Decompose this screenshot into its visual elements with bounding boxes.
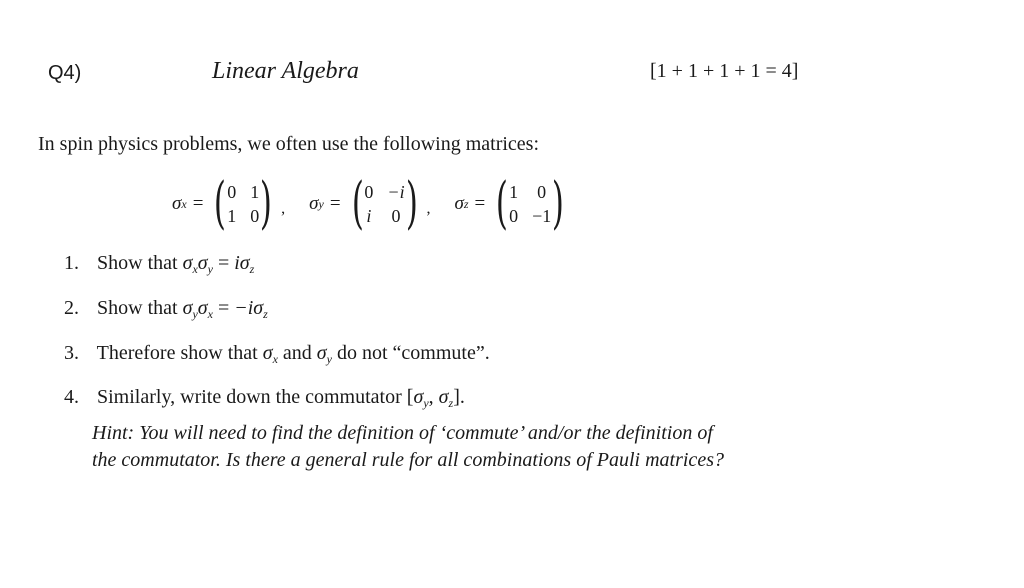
matrix-cell: 1 [227, 205, 237, 226]
item-number: 1. [64, 252, 79, 274]
intro-text: In spin physics problems, we often use the following matrices: [38, 133, 540, 155]
item-text: Show that [97, 252, 178, 274]
math-subscript: z [448, 396, 454, 410]
math-symbol: σ [182, 297, 193, 319]
question-number: Q4) [48, 62, 82, 84]
matrix-grid [227, 180, 259, 228]
math-subscript: y [326, 352, 332, 366]
math-symbol: iσ [234, 252, 250, 274]
matrix-cell: 0 [509, 205, 519, 226]
separator-comma: , [281, 200, 286, 217]
matrix-cell: −1 [532, 205, 552, 226]
list-item [64, 342, 490, 367]
math-symbol: σ [316, 342, 327, 364]
pauli-matrices [172, 171, 569, 236]
equals-sign: = [329, 193, 341, 214]
matrix-sigma-y [309, 171, 454, 236]
hint-line-2: the commutator. Is there a general rule for all combinations of Pauli matrices? [92, 449, 724, 471]
right-paren: ) [552, 171, 565, 236]
math-symbol: σ [413, 386, 424, 408]
matrix-cell: 0 [227, 181, 237, 202]
matrix-subscript: y [318, 196, 324, 211]
math-operator: = [212, 252, 235, 274]
matrix-symbol: σ [172, 193, 182, 214]
right-paren: ) [260, 171, 273, 236]
item-text: do not “commute”. [336, 342, 490, 364]
item-text: and [282, 342, 312, 364]
left-paren: ( [351, 171, 364, 236]
matrix-cell: 0 [364, 181, 374, 202]
matrix-symbol: σ [309, 193, 319, 214]
hint-line-1: Hint: You will need to find the definition of ‘commute’ and/or the definition of [92, 422, 713, 444]
equals-sign: = [192, 193, 204, 214]
item-text: Similarly, write down the commutator [97, 386, 402, 408]
item-text: Show that [97, 297, 178, 319]
matrix-cell: 1 [509, 181, 519, 202]
list-item [64, 297, 268, 322]
math-subscript: y [423, 396, 429, 410]
matrix-sigma-x [172, 171, 309, 236]
math-symbol: σ [182, 252, 193, 274]
math-symbol: σ [262, 342, 273, 364]
matrix-subscript: x [181, 196, 187, 211]
matrix-cell: 0 [537, 181, 547, 202]
matrix-cell: 0 [250, 205, 260, 226]
left-paren: ( [214, 171, 227, 236]
matrix-cell: i [366, 205, 372, 226]
list-item [64, 252, 254, 277]
question-title: Linear Algebra [212, 58, 359, 84]
math-symbol: σ [197, 297, 208, 319]
math-separator: , [428, 386, 439, 408]
math-subscript: z [249, 262, 255, 276]
math-subscript: y [207, 262, 213, 276]
item-number: 3. [64, 342, 79, 364]
math-symbol: −iσ [234, 297, 264, 319]
math-subscript: y [192, 307, 198, 321]
math-subscript: x [207, 307, 213, 321]
item-number: 2. [64, 297, 79, 319]
math-subscript: x [272, 352, 278, 366]
matrix-cell: 1 [250, 181, 260, 202]
math-operator: = [212, 297, 235, 319]
math-bracket: ]. [453, 386, 465, 408]
math-symbol: σ [197, 252, 208, 274]
marks-allocation: [1 + 1 + 1 + 1 = 4] [650, 60, 799, 82]
matrix-sigma-z [454, 171, 569, 236]
right-paren: ) [405, 171, 418, 236]
list-item [64, 386, 465, 411]
math-symbol: σ [438, 386, 449, 408]
matrix-cell: 0 [391, 205, 401, 226]
math-subscript: z [263, 307, 268, 321]
matrix-grid [509, 180, 551, 228]
item-number: 4. [64, 386, 79, 408]
left-paren: ( [496, 171, 509, 236]
item-text: Therefore show that [96, 342, 258, 364]
math-subscript: x [192, 262, 198, 276]
equals-sign: = [474, 193, 486, 214]
math-bracket: [ [406, 386, 414, 408]
matrix-cell: −i [387, 181, 405, 202]
separator-comma: , [426, 200, 431, 217]
matrix-subscript: z [463, 196, 469, 211]
matrix-grid [364, 180, 404, 228]
matrix-symbol: σ [454, 193, 464, 214]
